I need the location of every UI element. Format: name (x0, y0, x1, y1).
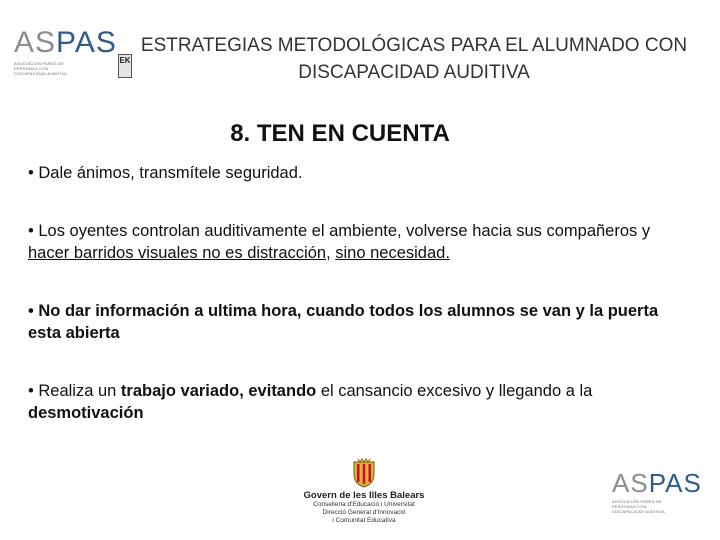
bullet-last-minute-info: • No dar información a ultima hora, cuando todos los alumnos se van y la puerta esta abierta (28, 302, 659, 342)
title-line-2: DISCAPACIDAD AUDITIVA (298, 62, 530, 83)
department-line-2: Direcció General d'Innovació (322, 509, 406, 516)
section-heading: 8. TEN EN CUENTA (230, 120, 450, 147)
aspas-subtitle: ASOCIACIÓN PARES DE PERSONAS CON DISCAPACIDAD AUDITIVA (14, 61, 67, 76)
underlined-phrase: sino necesidad. (335, 244, 450, 262)
aspas-wordmark: ASPAS (612, 468, 702, 498)
aspas-logo-bottom (612, 470, 708, 514)
bold-phrase: trabajo variado, evitando (120, 382, 317, 400)
government-name: Govern de les Illes Balears (303, 490, 425, 501)
coat-of-arms-icon (351, 458, 377, 488)
aspas-subtitle: ASOCIACIÓN PARES DE PERSONAS CON DISCAPACIDAD AUDITIVA (612, 499, 665, 514)
underlined-phrase: hacer barridos visuales no es distracción (28, 244, 327, 262)
page-title (122, 32, 706, 86)
bullet-varied-work: • Realiza un trabajo variado, evitando el cansancio excesivo y llegando a la desmotivación (28, 382, 593, 422)
title-line-1: ESTRATEGIAS METODOLÓGICAS PARA EL ALUMNADO CON (140, 35, 688, 56)
aspas-logo-top (14, 28, 132, 82)
bold-phrase: desmotivación (28, 404, 144, 422)
badge-icon: EK (118, 54, 132, 78)
department-line-3: i Comunitat Educativa (332, 517, 396, 524)
bullet-encouragement: • Dale ánimos, transmítele seguridad. (28, 164, 303, 182)
bullet-visual-scanning: • Los oyentes controlan auditivamente el ambiente, volverse hacia sus compañeros y hacer barridos visuales no es distracción, sino necesidad. (28, 222, 651, 262)
department-line-1: Conselleria d'Educació i Universitat (313, 501, 415, 508)
aspas-wordmark: ASPAS (14, 26, 117, 59)
government-logo (300, 458, 428, 525)
